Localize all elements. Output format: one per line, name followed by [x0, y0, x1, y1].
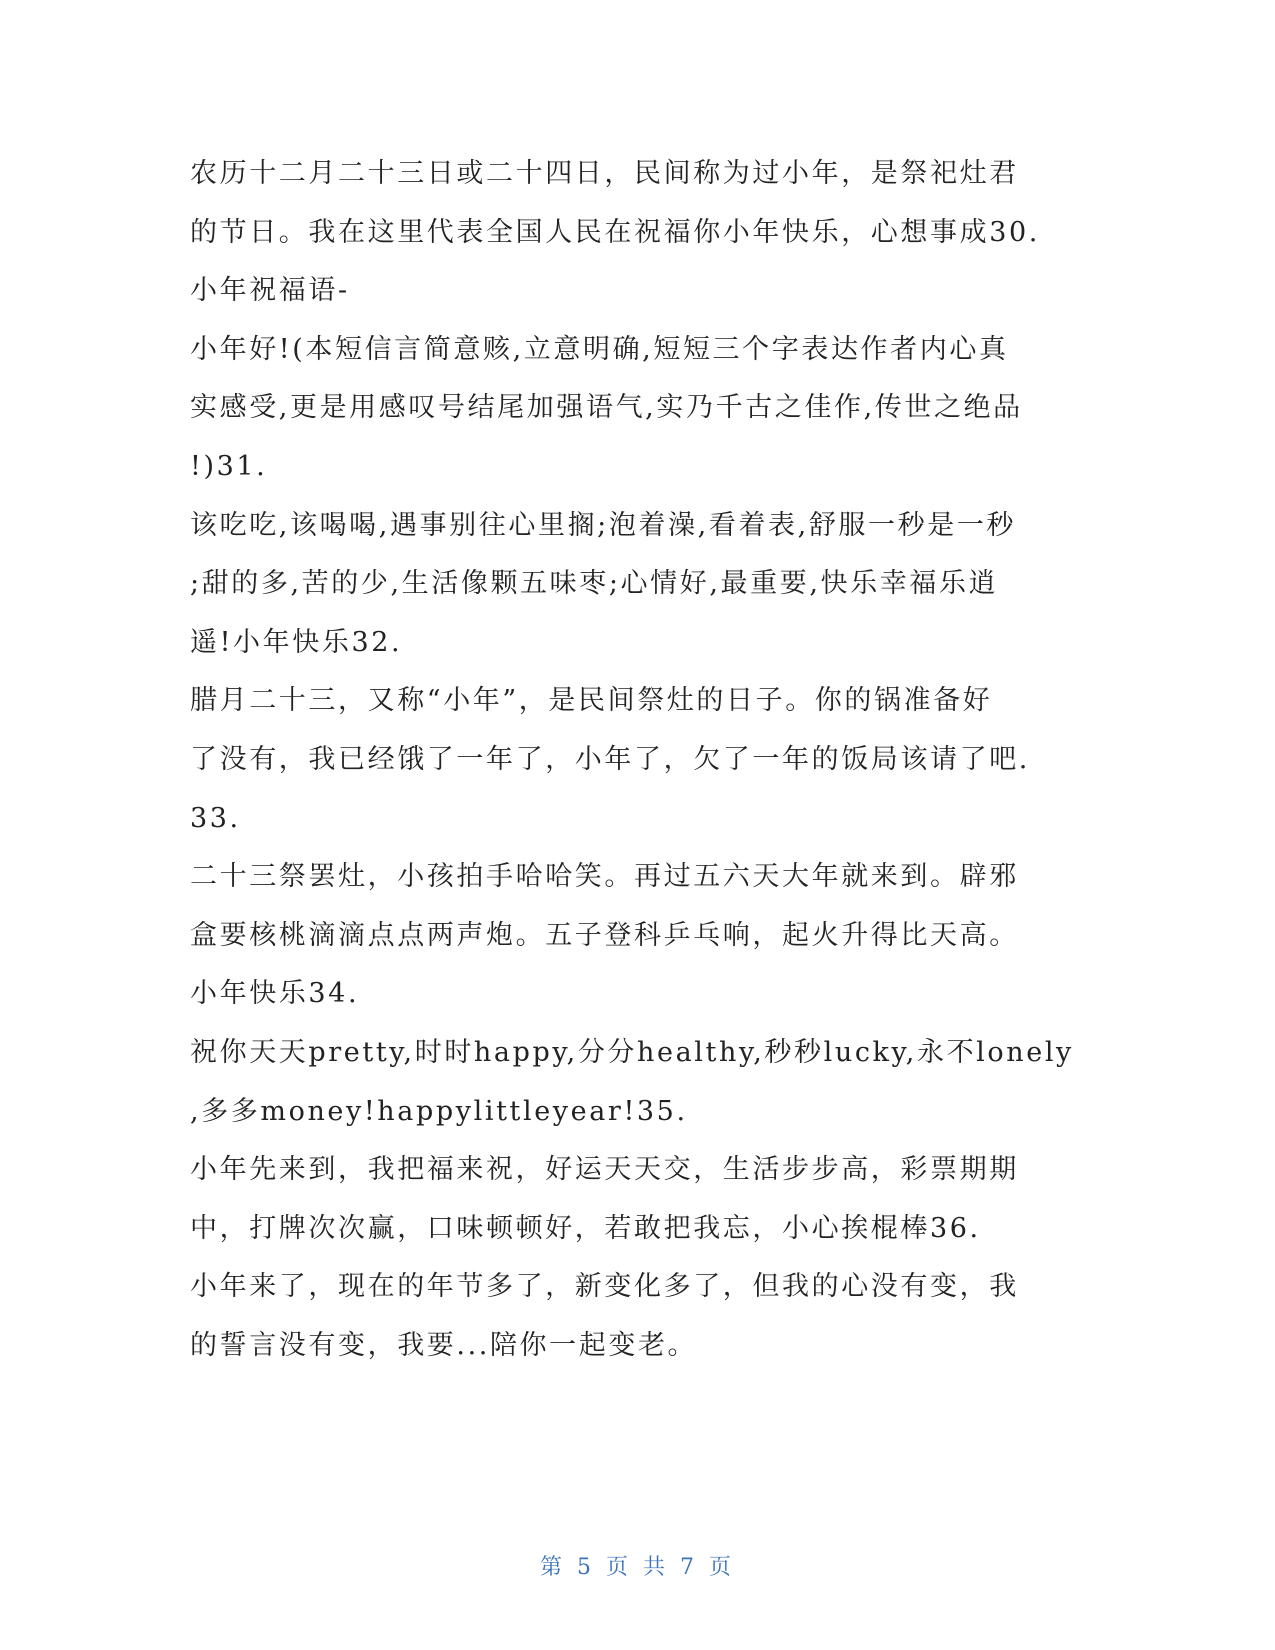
text-line: 33.: [190, 802, 241, 834]
text-line: 了没有，我已经饿了一年了，小年了，欠了一年的饭局该请了吧.: [190, 743, 1030, 775]
text-line: 盒要核桃滴滴点点两声炮。五子登科乒乓响，起火升得比天高。: [190, 919, 1019, 951]
text-line: 实感受,更是用感叹号结尾加强语气,实乃千古之佳作,传世之绝品: [190, 392, 1023, 424]
text-line: !)31.: [190, 450, 268, 482]
text-line: ;甜的多,苦的少,生活像颗五味枣;心情好,最重要,快乐幸福乐逍: [190, 568, 999, 600]
text-line: 二十三祭罢灶，小孩拍手哈哈笑。再过五六天大年就来到。辟邪: [190, 861, 1019, 893]
text-line: 农历十二月二十三日或二十四日，民间称为过小年，是祭祀灶君: [190, 158, 1019, 189]
text-line: 小年先来到，我把福来祝，好运天天交，生活步步高，彩票期期: [190, 1154, 1019, 1186]
document-body: [190, 145, 1080, 1375]
text-line: 该吃吃,该喝喝,遇事别往心里搁;泡着澡,看着表,舒服一秒是一秒: [190, 509, 1017, 541]
text-line: 小年好!(本短信言简意赅,立意明确,短短三个字表达作者内心真: [190, 333, 1009, 365]
page-indicator: 第 5 页 共 7 页: [540, 1555, 735, 1580]
text-line: 的节日。我在这里代表全国人民在祝福你小年快乐，心想事成30.: [190, 216, 1040, 248]
text-line: 小年祝福语-: [190, 275, 350, 307]
text-line: 小年快乐34.: [190, 978, 360, 1010]
text-line: 小年来了，现在的年节多了，新变化多了，但我的心没有变，我: [190, 1271, 1019, 1303]
text-line: ,多多money!happylittleyear!35.: [190, 1095, 688, 1127]
text-line: 中，打牌次次赢，口味顿顿好，若敢把我忘，小心挨棍棒36.: [190, 1212, 981, 1244]
text-line: 祝你天天pretty,时时happy,分分healthy,秒秒lucky,永不lonely: [190, 1036, 1074, 1068]
text-line: 腊月二十三，又称“小年”，是民间祭灶的日子。你的锅准备好: [190, 685, 993, 717]
text-line: 遥!小年快乐32.: [190, 626, 403, 658]
text-line: 的誓言没有变，我要...陪你一起变老。: [190, 1329, 698, 1361]
